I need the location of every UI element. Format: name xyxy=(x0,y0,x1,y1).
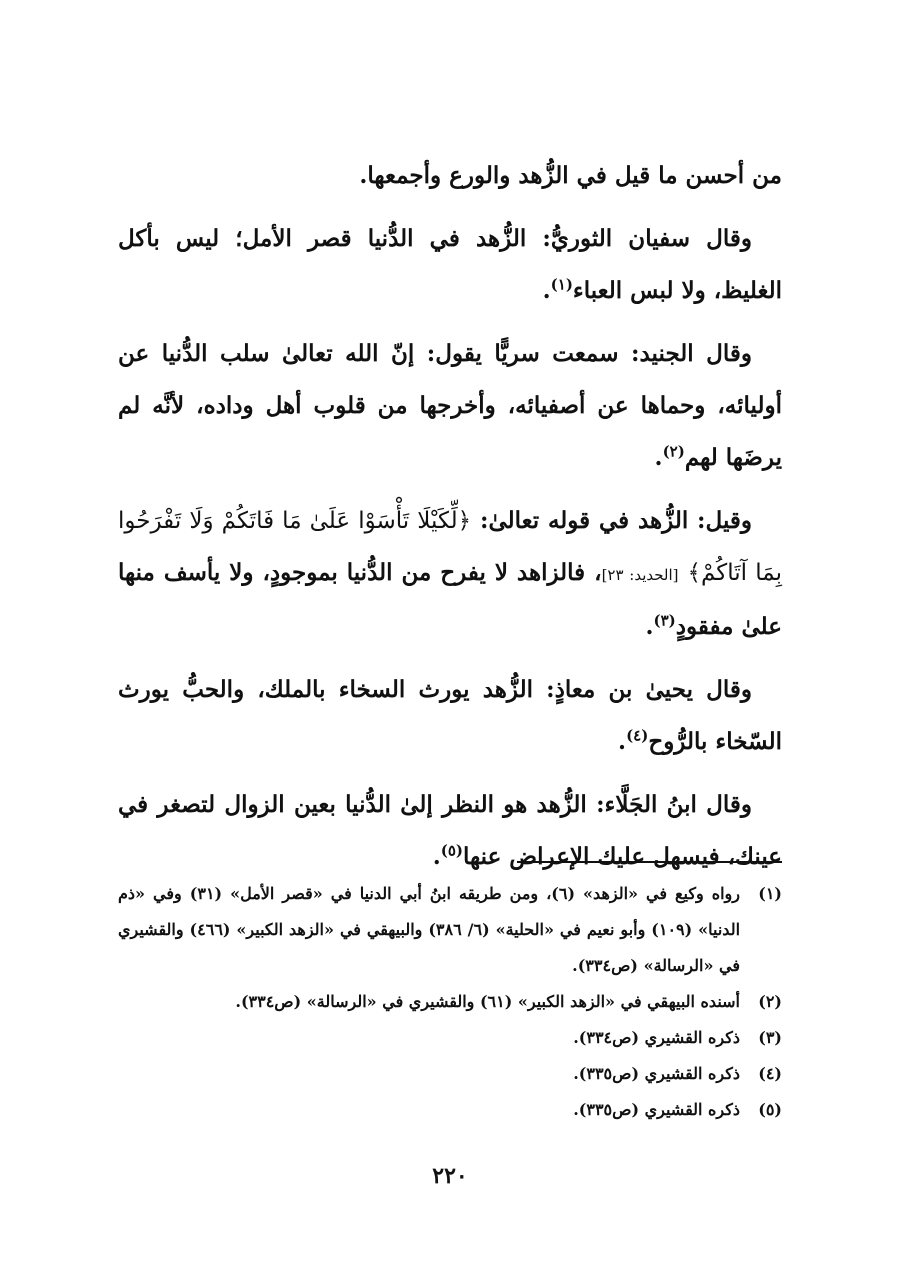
paragraph-6 xyxy=(118,779,782,883)
footnote-text: ذكره القشيري (ص٣٣٥). xyxy=(573,1064,740,1083)
footnote-ref[interactable]: (٥) xyxy=(440,841,464,860)
footnote-2 xyxy=(118,984,782,1020)
footnote-number: (١) xyxy=(758,884,782,903)
footnote-text: أسنده البيهقي في «الزهد الكبير» (٦١) والقشيري في «الرسالة» (ص٣٣٤). xyxy=(235,992,740,1011)
paragraph-text: وقال الجنيد: سمعت سريًّا يقول: إنّ الله تعالىٰ سلب الدُّنيا عن أوليائه، وحماها عن أصفيائه، وأخرجها من قلوب أهل وداده، لأنَّه لم يرضَها لهم xyxy=(118,340,782,471)
footnote-divider xyxy=(517,861,782,863)
footnote-5 xyxy=(118,1092,782,1128)
period: . xyxy=(618,728,627,755)
footnote-ref[interactable]: (٣) xyxy=(653,611,676,630)
period: . xyxy=(432,843,441,870)
footnote-text: رواه وكيع في «الزهد» (٦)، ومن طريقه ابنُ أبي الدنيا في «قصر الأمل» (٣١) وفي «ذم الدنيا» (١٠٩) وأبو نعيم في «الحلية» (٦/ ٣٨٦) والبيهقي في «الزهد الكبير» (٤٦٦) والقشيري في «الرسالة» (ص٣٣٤). xyxy=(118,884,741,975)
footnote-text: ذكره القشيري (ص٣٣٤). xyxy=(573,1028,740,1047)
footnote-ref[interactable]: (٢) xyxy=(662,442,685,461)
period: . xyxy=(654,444,663,471)
paragraph-text: وقيل: الزُّهد في قوله تعالىٰ: xyxy=(479,507,752,534)
paragraph-text: وقال يحيىٰ بن معاذٍ: الزُّهد يورث السخاء بالملك، والحبُّ يورث السّخاء بالرُّوح xyxy=(118,676,782,755)
paragraph-text: من أحسن ما قيل في الزُّهد والورع وأجمعها. xyxy=(359,162,782,189)
footnote-ref[interactable]: (١) xyxy=(550,275,573,294)
main-text xyxy=(118,150,782,894)
period: . xyxy=(645,613,654,640)
period: . xyxy=(542,277,551,304)
paragraph-3 xyxy=(118,328,782,484)
footnote-number: (٣) xyxy=(758,1028,782,1047)
page-number: ٢٢٠ xyxy=(432,1163,468,1189)
footnote-4 xyxy=(118,1056,782,1092)
paragraph-5 xyxy=(118,664,782,768)
footnote-number: (٤) xyxy=(758,1064,782,1083)
footnote-ref[interactable]: (٤) xyxy=(626,726,649,745)
footnote-number: (٥) xyxy=(758,1100,782,1119)
paragraph-text: ، فالزاهد لا يفرح من الدُّنيا بموجودٍ، ولا يأسف منها علىٰ مفقودٍ xyxy=(118,559,782,640)
paragraph-text: وقال سفيان الثوريُّ: الزُّهد في الدُّنيا قصر الأمل؛ ليس بأكل الغليظ، ولا لبس العباء xyxy=(118,225,782,304)
paragraph-2 xyxy=(118,213,782,317)
paragraph-1 xyxy=(118,150,782,202)
paragraph-4 xyxy=(118,495,782,653)
verse-reference: [الحديد: ٢٣] xyxy=(601,566,679,584)
footnote-text: ذكره القشيري (ص٣٣٥). xyxy=(573,1100,740,1119)
footnote-3 xyxy=(118,1020,782,1056)
quran-verse: ﴿لِّكَيْلَا تَأْسَوْا عَلَىٰ مَا فَاتَكُمْ وَلَا تَفْرَحُوا بِمَا آتَاكُمْ﴾ xyxy=(118,508,782,586)
footnote-number: (٢) xyxy=(758,992,782,1011)
footnotes xyxy=(118,876,782,1128)
paragraph-text: وقال ابنُ الجَلَّاء: الزُّهد هو النظر إلىٰ الدُّنيا بعين الزوال لتصغر في عينك، فيسهل عليك الإعراض عنها xyxy=(118,791,782,870)
footnote-1 xyxy=(118,876,782,984)
